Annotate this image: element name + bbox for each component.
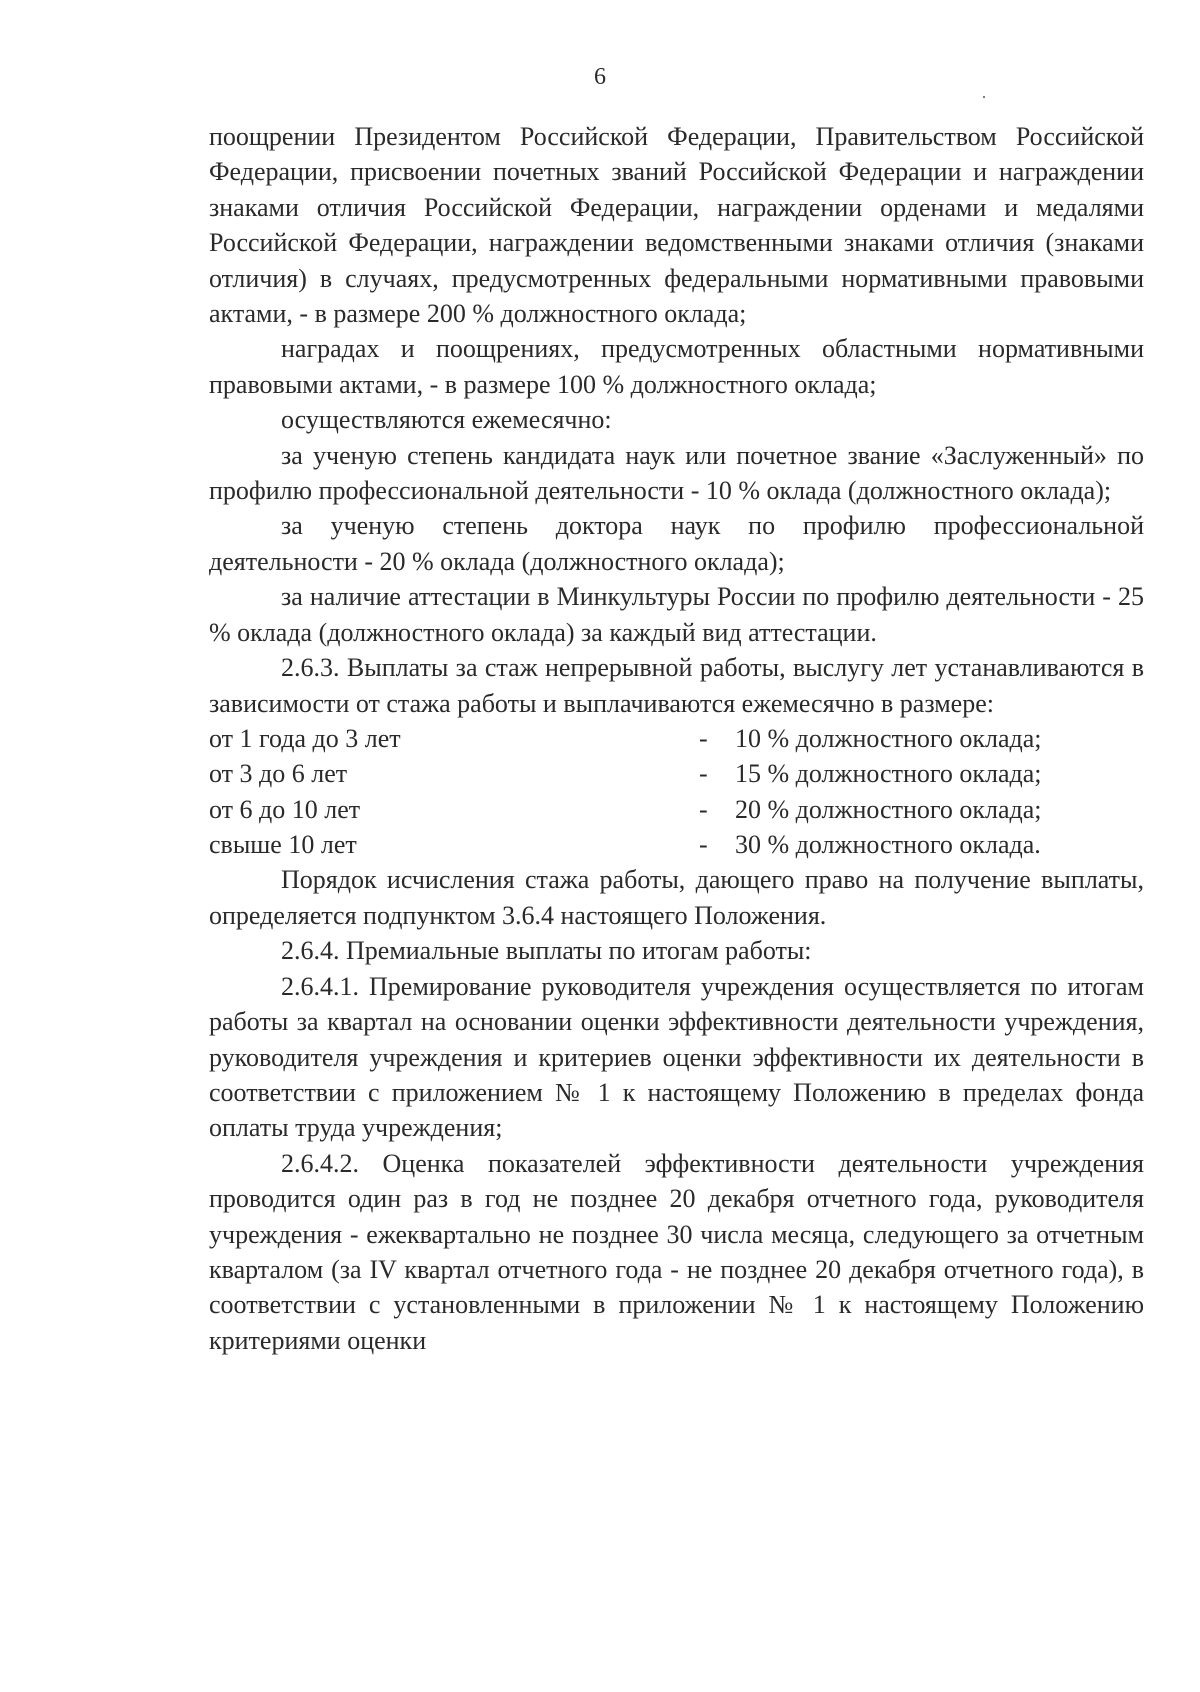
seniority-amount: 10 % должностного оклада; — [735, 723, 1042, 753]
paragraph: 2.6.4.1. Премирование руководителя учреждения осуществляется по итогам работы за квартал на основании оценки эффективности деятельности учреждения, руководителя учреждения и критериев оценки эффективности их деятельности в соответствии с приложением № 1 к настоящему Положению в пределах фонда оплаты труда учреждения; — [209, 971, 1144, 1143]
seniority-period: свыше 10 лет — [209, 830, 357, 860]
seniority-row — [209, 721, 1144, 756]
seniority-amount: 20 % должностного оклада; — [735, 794, 1042, 824]
paragraph: за наличие аттестации в Минкультуры России по профилю деятельности - 25 % оклада (должностного оклада) за каждый вид аттестации. — [209, 582, 1144, 647]
seniority-row — [209, 792, 1144, 827]
scan-speck — [983, 96, 985, 98]
paragraph: поощрении Президентом Российской Федерации, Правительством Российской Федерации, присвоении почетных званий Российской Федерации и награждении знаками отличия Российской Федерации, награждении орденами и медалями Российской Федерации, награждении ведомственными знаками отличия (знаками отличия) в случаях, предусмотренных федеральными нормативными правовыми актами, - в размере 200 % должностного оклада; — [209, 122, 1144, 329]
document-body — [209, 119, 1144, 1358]
seniority-period: от 1 года до 3 лет — [209, 723, 401, 753]
paragraph: 2.6.4.2. Оценка показателей эффективности деятельности учреждения проводится один раз в год не позднее 20 декабря отчетного года, руководителя учреждения - ежеквартально не позднее 30 числа месяца, следующего за отчетным кварталом (за IV квартал отчетного года - не позднее 20 декабря отчетного года), в соответствии с установленными в приложении № 1 к настоящему Положению критериями оценки — [209, 1148, 1144, 1355]
seniority-amount: 30 % должностного оклада. — [735, 830, 1041, 860]
page-number: 6 — [594, 64, 606, 90]
seniority-period: от 6 до 10 лет — [209, 794, 361, 824]
paragraph: осуществляются ежемесячно: — [281, 405, 612, 435]
paragraph: за ученую степень кандидата наук или почетное звание «Заслуженный» по профилю профессиональной деятельности - 10 % оклада (должностного оклада); — [209, 440, 1144, 506]
seniority-amount: 15 % должностного оклада; — [735, 759, 1042, 789]
paragraph: за ученую степень доктора наук по профилю профессиональной деятельности - 20 % оклада (должностного оклада); — [209, 511, 1144, 576]
seniority-dash: - — [699, 759, 708, 789]
seniority-row — [209, 827, 1144, 862]
seniority-dash: - — [699, 794, 708, 824]
seniority-table — [209, 721, 1144, 863]
seniority-dash: - — [699, 830, 708, 860]
paragraph: 2.6.4. Премиальные выплаты по итогам работы: — [281, 936, 812, 966]
paragraph: наградах и поощрениях, предусмотренных областными нормативными правовыми актами, - в размере 100 % должностного оклада; — [209, 334, 1144, 399]
seniority-row — [209, 756, 1144, 791]
seniority-dash: - — [699, 723, 708, 753]
paragraph: 2.6.3. Выплаты за стаж непрерывной работы, выслугу лет устанавливаются в зависимости от стажа работы и выплачиваются ежемесячно в размере: — [209, 653, 1144, 718]
seniority-period: от 3 до 6 лет — [209, 759, 348, 789]
paragraph: Порядок исчисления стажа работы, дающего право на получение выплаты, определяется подпунктом 3.6.4 настоящего Положения. — [209, 865, 1144, 930]
